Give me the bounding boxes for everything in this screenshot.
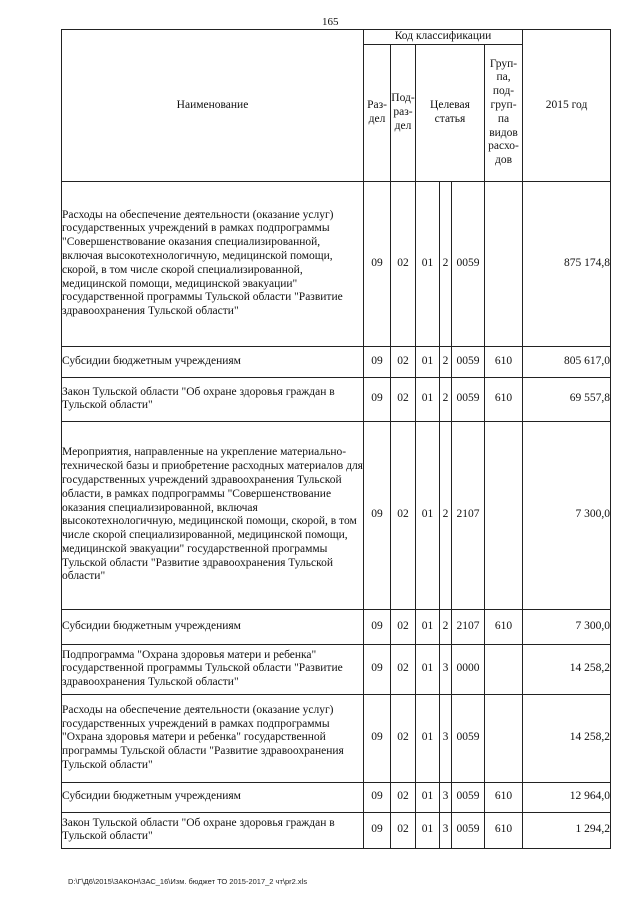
- row-target-code-program: 01: [416, 609, 440, 644]
- header-section: Раз-дел: [364, 44, 391, 181]
- row-target-code-program: 01: [416, 812, 440, 848]
- header-classification: Код классификации: [364, 30, 523, 45]
- row-target-code-direction: 0059: [452, 377, 485, 421]
- row-section: 09: [364, 181, 391, 346]
- table-row: [62, 694, 611, 782]
- row-target-code-direction: 0059: [452, 812, 485, 848]
- row-target-code-program: 01: [416, 377, 440, 421]
- header-name: Наименование: [62, 30, 364, 182]
- row-subsection: 02: [391, 181, 416, 346]
- row-section: 09: [364, 346, 391, 377]
- row-target-code-program: 01: [416, 694, 440, 782]
- row-target-code-direction: 0059: [452, 782, 485, 812]
- row-name: Расходы на обеспечение деятельности (оказание услуг) государственных учреждений в рамках подпрограммы "Совершенствование оказания специализированной, включая высокотехнологичную, медицинской помощи, скорой, в том числе скорой специализированной, медицинской помощи, медицинской эвакуации" государственной программы Тульской области "Развитие здравоохранения Тульской области": [62, 181, 364, 346]
- row-subsection: 02: [391, 644, 416, 694]
- row-expense-group: 610: [485, 346, 523, 377]
- table-row: [62, 346, 611, 377]
- row-target-code-subprogram: 3: [440, 782, 452, 812]
- row-name: Субсидии бюджетным учреждениям: [62, 609, 364, 644]
- row-expense-group: 610: [485, 782, 523, 812]
- row-target-code-program: 01: [416, 782, 440, 812]
- row-target-code-direction: 2107: [452, 609, 485, 644]
- row-amount: 7 300,0: [523, 609, 611, 644]
- row-expense-group: [485, 421, 523, 609]
- row-section: 09: [364, 421, 391, 609]
- header-year: 2015 год: [523, 30, 611, 182]
- row-section: 09: [364, 782, 391, 812]
- row-amount: 14 258,2: [523, 694, 611, 782]
- row-amount: 12 964,0: [523, 782, 611, 812]
- row-subsection: 02: [391, 782, 416, 812]
- row-target-code-subprogram: 3: [440, 644, 452, 694]
- row-target-code-subprogram: 2: [440, 421, 452, 609]
- row-name: Подпрограмма "Охрана здоровья матери и ребенка" государственной программы Тульской области "Развитие здравоохранения Тульской области": [62, 644, 364, 694]
- row-expense-group: [485, 644, 523, 694]
- table-row: [62, 609, 611, 644]
- row-target-code-direction: 0059: [452, 694, 485, 782]
- header-subsection: Под-раз-дел: [391, 44, 416, 181]
- row-target-code-subprogram: 3: [440, 694, 452, 782]
- table-row: [62, 782, 611, 812]
- page-number: 165: [322, 16, 339, 28]
- row-subsection: 02: [391, 377, 416, 421]
- row-section: 09: [364, 694, 391, 782]
- row-subsection: 02: [391, 812, 416, 848]
- row-name: Мероприятия, направленные на укрепление материально-технической базы и приобретение расходных материалов для государственных учреждений здравоохранения Тульской области, в рамках подпрограммы "Совершенствование оказания специализированной, включая высокотехнологичную, медицинской помощи, скорой, в том числе скорой специализированной, медицинской помощи, медицинской эвакуации" государственной программы Тульской области "Развитие здравоохранения Тульской области": [62, 421, 364, 609]
- row-target-code-direction: 2107: [452, 421, 485, 609]
- table-row: [62, 812, 611, 848]
- row-name: Закон Тульской области "Об охране здоровья граждан в Тульской области": [62, 812, 364, 848]
- row-name: Субсидии бюджетным учреждениям: [62, 346, 364, 377]
- budget-table: [61, 29, 611, 849]
- row-target-code-subprogram: 2: [440, 377, 452, 421]
- row-target-code-subprogram: 2: [440, 346, 452, 377]
- row-target-code-program: 01: [416, 644, 440, 694]
- file-path-footer: D:\Г\Д6\2015\ЗАКОН\ЗАС_16\Изм. бюджет ТО 2015-2017_2 чт\pr2.xls: [68, 877, 308, 886]
- row-amount: 1 294,2: [523, 812, 611, 848]
- row-amount: 875 174,8: [523, 181, 611, 346]
- table-row: [62, 644, 611, 694]
- row-subsection: 02: [391, 421, 416, 609]
- table-row: [62, 421, 611, 609]
- row-expense-group: [485, 694, 523, 782]
- row-section: 09: [364, 377, 391, 421]
- table-body: [62, 181, 611, 848]
- row-expense-group: 610: [485, 812, 523, 848]
- table-row: [62, 377, 611, 421]
- row-name: Субсидии бюджетным учреждениям: [62, 782, 364, 812]
- header-target-article: Целевая статья: [416, 44, 485, 181]
- row-target-code-program: 01: [416, 421, 440, 609]
- header-expense-group: Груп-па, под-груп-па видов расхо-дов: [485, 44, 523, 181]
- row-expense-group: 610: [485, 377, 523, 421]
- row-section: 09: [364, 812, 391, 848]
- row-amount: 69 557,8: [523, 377, 611, 421]
- row-subsection: 02: [391, 346, 416, 377]
- row-target-code-direction: 0059: [452, 181, 485, 346]
- row-target-code-subprogram: 3: [440, 812, 452, 848]
- row-name: Расходы на обеспечение деятельности (оказание услуг) государственных учреждений в рамках подпрограммы "Охрана здоровья матери и ребенка" государственной программы Тульской области "Развитие здравоохранения Тульской области": [62, 694, 364, 782]
- row-expense-group: [485, 181, 523, 346]
- row-target-code-subprogram: 2: [440, 181, 452, 346]
- row-section: 09: [364, 644, 391, 694]
- row-subsection: 02: [391, 609, 416, 644]
- row-target-code-direction: 0059: [452, 346, 485, 377]
- row-target-code-direction: 0000: [452, 644, 485, 694]
- row-section: 09: [364, 609, 391, 644]
- row-name: Закон Тульской области "Об охране здоровья граждан в Тульской области": [62, 377, 364, 421]
- row-target-code-subprogram: 2: [440, 609, 452, 644]
- row-amount: 805 617,0: [523, 346, 611, 377]
- row-amount: 14 258,2: [523, 644, 611, 694]
- row-target-code-program: 01: [416, 346, 440, 377]
- row-amount: 7 300,0: [523, 421, 611, 609]
- row-expense-group: 610: [485, 609, 523, 644]
- row-subsection: 02: [391, 694, 416, 782]
- row-target-code-program: 01: [416, 181, 440, 346]
- table-row: [62, 181, 611, 346]
